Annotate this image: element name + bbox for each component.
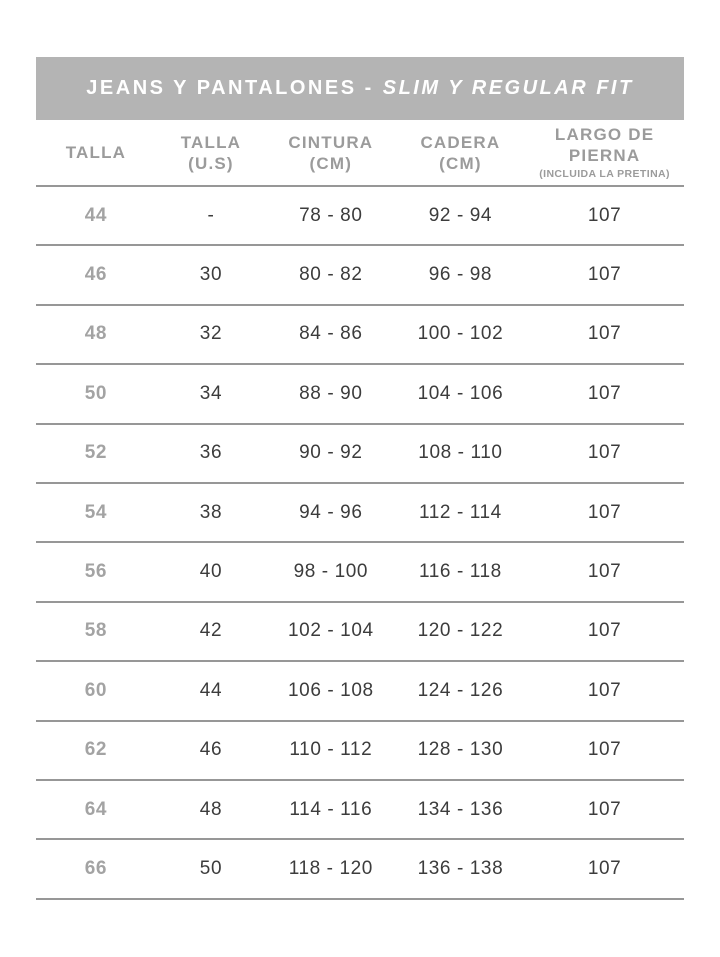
table-row	[36, 722, 684, 781]
table-header-row	[36, 120, 684, 187]
cell-cadera: 104 - 106	[417, 382, 504, 404]
cell-talla: 44	[84, 204, 108, 226]
cell-talla-us: 36	[199, 442, 223, 464]
column-header-cintura	[266, 120, 396, 185]
cell-talla-us: 38	[199, 501, 223, 523]
cell-cintura: 118 - 120	[288, 857, 373, 879]
cell-cadera: 120 - 122	[417, 620, 504, 642]
table-row	[36, 246, 684, 305]
cell-largo-pierna: 107	[587, 561, 622, 583]
cell-cadera: 136 - 138	[417, 857, 504, 879]
table-row	[36, 425, 684, 484]
cell-largo-pierna: 107	[587, 679, 622, 701]
table-row	[36, 662, 684, 721]
cell-cadera: 116 - 118	[418, 561, 502, 583]
title-fit-text: SLIM Y REGULAR FIT	[382, 77, 634, 99]
cell-talla-us: 50	[199, 857, 223, 879]
table-row	[36, 781, 684, 840]
size-chart	[36, 57, 684, 900]
cell-talla-us: -	[207, 204, 215, 226]
table-row	[36, 603, 684, 662]
cell-cintura: 94 - 96	[299, 501, 363, 523]
table-row	[36, 306, 684, 365]
column-header-line: CADERA	[420, 132, 501, 152]
table-row	[36, 484, 684, 543]
cell-cintura: 84 - 86	[299, 323, 363, 345]
cell-talla: 50	[84, 382, 108, 404]
cell-talla: 46	[84, 264, 108, 286]
column-header-note: (INCLUIDA LA PRETINA)	[539, 168, 670, 180]
cell-cintura: 102 - 104	[287, 620, 374, 642]
cell-talla: 66	[84, 857, 108, 879]
column-header-line: TALLA	[180, 132, 242, 152]
cell-talla-us: 42	[199, 620, 223, 642]
table-row	[36, 840, 684, 899]
cell-talla: 48	[84, 323, 108, 345]
cell-cadera: 134 - 136	[417, 798, 504, 820]
column-header-line: (CM)	[439, 153, 482, 173]
table-row	[36, 187, 684, 246]
cell-talla-us: 32	[199, 323, 223, 345]
table-body	[36, 187, 684, 900]
cell-cadera: 128 - 130	[417, 739, 504, 761]
cell-cintura: 90 - 92	[299, 442, 363, 464]
cell-largo-pierna: 107	[587, 264, 622, 286]
column-header-cadera	[396, 120, 526, 185]
cell-talla-us: 40	[199, 561, 223, 583]
cell-largo-pierna: 107	[587, 204, 622, 226]
cell-cadera: 92 - 94	[428, 204, 493, 226]
cell-talla: 60	[84, 679, 108, 701]
column-header-line: PIERNA	[568, 146, 641, 165]
cell-cintura: 106 - 108	[287, 679, 374, 701]
column-header-line: TALLA	[65, 143, 127, 162]
column-header-talla-us	[156, 120, 266, 185]
cell-cintura: 78 - 80	[299, 204, 363, 226]
cell-talla: 58	[84, 620, 108, 642]
column-header-line: (U.S)	[188, 153, 234, 173]
column-header-talla	[36, 120, 156, 185]
column-header-line: (CM)	[309, 153, 353, 173]
table-row	[36, 543, 684, 602]
cell-cintura: 88 - 90	[299, 382, 363, 404]
cell-largo-pierna: 107	[587, 798, 622, 820]
cell-cadera: 96 - 98	[428, 264, 493, 286]
cell-largo-pierna: 107	[587, 501, 622, 523]
cell-largo-pierna: 107	[587, 382, 622, 404]
cell-talla-us: 44	[199, 679, 223, 701]
cell-largo-pierna: 107	[587, 857, 622, 879]
cell-talla-us: 34	[199, 382, 223, 404]
cell-largo-pierna: 107	[587, 739, 622, 761]
cell-cadera: 112 - 114	[418, 501, 502, 523]
cell-largo-pierna: 107	[587, 323, 622, 345]
cell-cadera: 100 - 102	[417, 323, 504, 345]
cell-cintura: 98 - 100	[293, 561, 369, 583]
cell-talla: 62	[84, 739, 108, 761]
column-header-largo-pierna	[525, 120, 684, 185]
table-row	[36, 365, 684, 424]
size-chart-title-bar	[36, 57, 684, 120]
cell-cintura: 110 - 112	[289, 739, 373, 761]
cell-largo-pierna: 107	[587, 620, 622, 642]
cell-cadera: 108 - 110	[418, 442, 503, 464]
cell-cintura: 80 - 82	[299, 264, 363, 286]
cell-talla-us: 30	[199, 264, 223, 286]
cell-talla-us: 46	[199, 739, 223, 761]
cell-cintura: 114 - 116	[289, 798, 373, 820]
cell-talla: 64	[84, 798, 108, 820]
title-text: JEANS Y PANTALONES -	[86, 77, 374, 99]
cell-talla-us: 48	[199, 798, 223, 820]
column-header-line: CINTURA	[288, 132, 374, 152]
column-header-line: LARGO DE	[554, 125, 655, 144]
cell-largo-pierna: 107	[587, 442, 622, 464]
cell-talla: 52	[84, 442, 108, 464]
cell-talla: 54	[84, 501, 108, 523]
cell-cadera: 124 - 126	[417, 679, 504, 701]
cell-talla: 56	[84, 561, 108, 583]
